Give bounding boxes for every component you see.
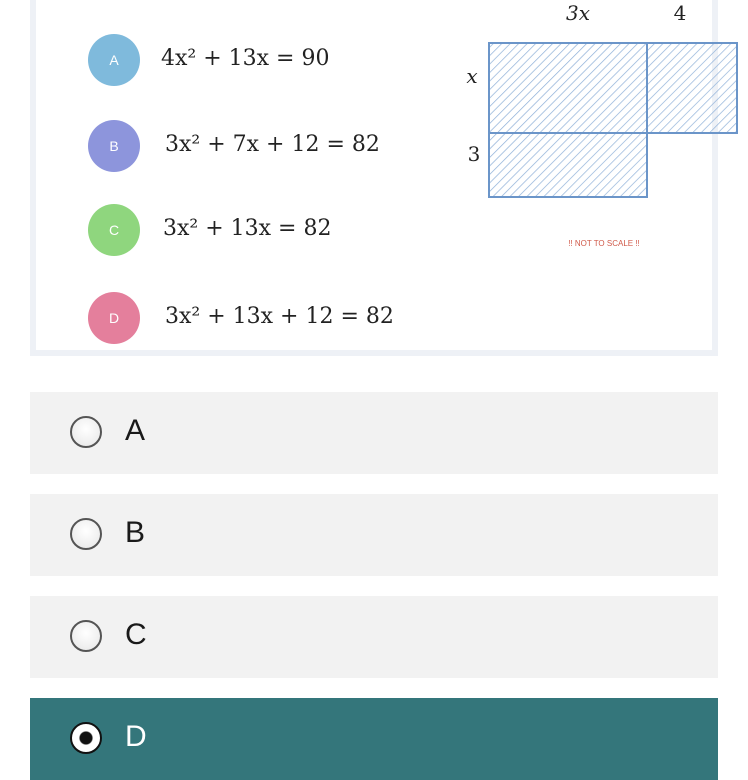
option-c-equation: 3x² + 13x = 82: [163, 216, 332, 241]
option-a-equation: 4x² + 13x = 90: [161, 46, 330, 71]
answer-label-c: C: [125, 618, 147, 651]
option-b-equation: 3x² + 7x + 12 = 82: [165, 132, 380, 157]
rect-3x-by-3: [489, 133, 647, 197]
label-x: x: [466, 64, 478, 88]
label-4: 4: [673, 1, 687, 25]
radio-c-icon[interactable]: [70, 620, 102, 652]
answer-label-d: D: [125, 720, 147, 753]
rect-3x-by-x: [489, 43, 647, 133]
answer-option-a[interactable]: [30, 392, 718, 474]
label-3x: 3x: [565, 1, 591, 25]
question-image: [36, 0, 712, 350]
answer-label-b: B: [125, 516, 146, 549]
answer-option-d[interactable]: [30, 698, 718, 780]
option-d-badge: D: [88, 292, 140, 344]
answer-option-c[interactable]: [30, 596, 718, 678]
not-to-scale-note: !! NOT TO SCALE !!: [568, 239, 640, 248]
option-c-badge: C: [88, 204, 140, 256]
radio-b-icon[interactable]: [70, 518, 102, 550]
option-d-equation: 3x² + 13x + 12 = 82: [165, 304, 394, 329]
rect-4-by-x: [647, 43, 737, 133]
area-diagram: [426, 0, 716, 250]
label-3: 3: [467, 142, 481, 166]
answer-option-b[interactable]: [30, 494, 718, 576]
answer-label-a: A: [125, 414, 146, 447]
question-text: [58, 0, 293, 2]
radio-a-icon[interactable]: [70, 416, 102, 448]
option-b-badge: B: [88, 120, 140, 172]
radio-d-icon[interactable]: [70, 722, 102, 754]
option-a-badge: A: [88, 34, 140, 86]
question-card: [30, 0, 718, 356]
